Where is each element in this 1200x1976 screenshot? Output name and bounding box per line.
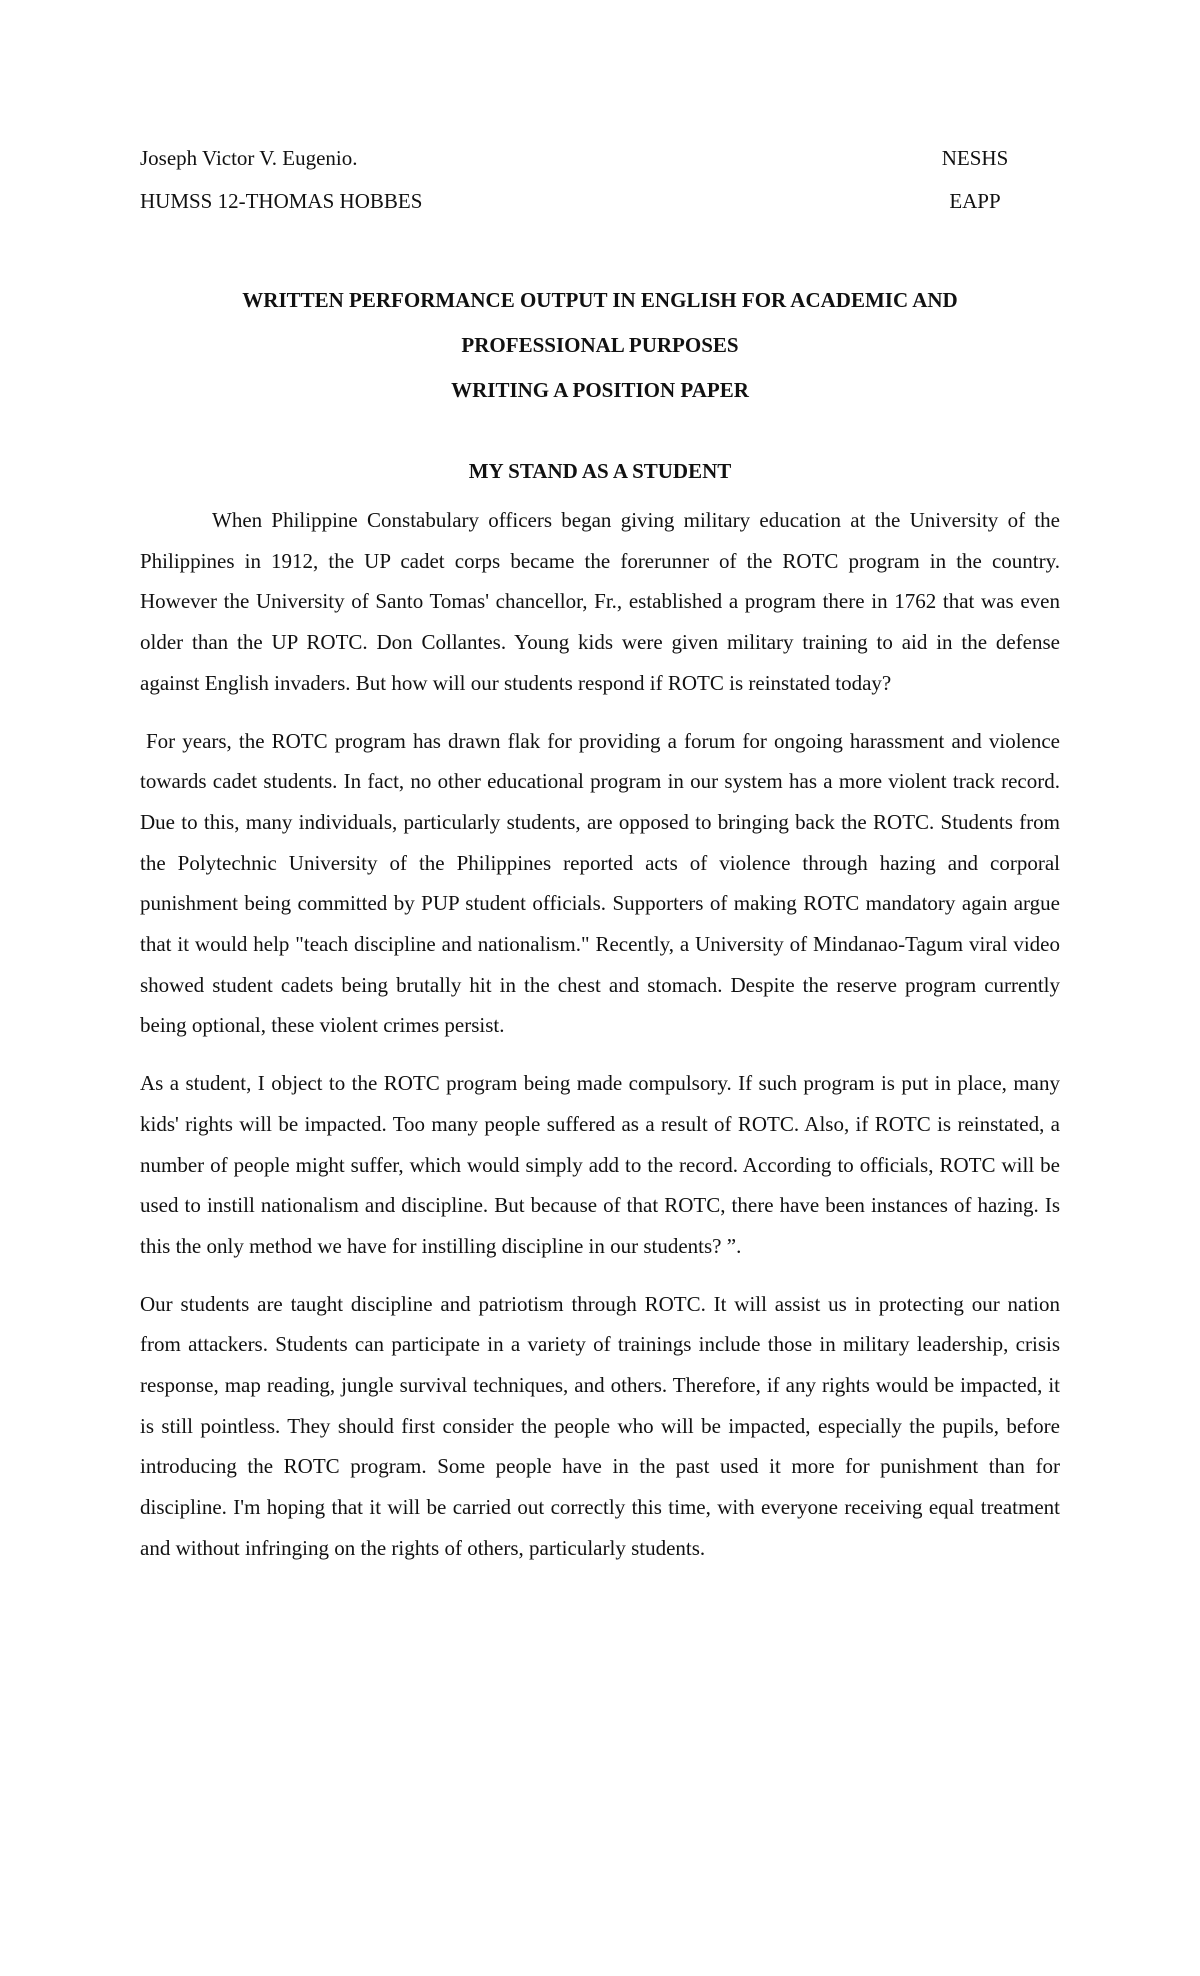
paragraph-1: When Philippine Constabulary officers began giving military education at the University of the Philippines in 1912, the UP cadet corps became the forerunner of the ROTC program in the country. However the University of Santo Tomas' chancellor, Fr., established a program there in 1762 that was even older than the UP ROTC. Don Collantes. Young kids were given military training to aid in the defense against English invaders. But how will our students respond if ROTC is reinstated today? [140,508,1060,695]
title-line-3: WRITING A POSITION PAPER [451,378,749,402]
title-line-1: WRITTEN PERFORMANCE OUTPUT IN ENGLISH FOR ACADEMIC AND [242,288,958,312]
paragraph-3: As a student, I object to the ROTC program being made compulsory. If such program is put in place, many kids' rights will be impacted. Too many people suffered as a result of ROTC. Also, if ROTC is reinstated, a number of people might suffer, which would simply add to the record. According to officials, ROTC will be used to instill nationalism and discipline. But because of that ROTC, there have been instances of hazing. Is this the only method we have for instilling discipline in our students? ”. [140,1071,1060,1258]
body-text [140,500,1060,1586]
school-name: NESHS [941,146,1009,170]
paragraph-4: Our students are taught discipline and patriotism through ROTC. It will assist us in protecting our nation from attackers. Students can participate in a variety of trainings include those in military leadership, crisis response, map reading, jungle survival techniques, and others. Therefore, if any rights would be impacted, it is still pointless. They should first consider the people who will be impacted, especially the pupils, before introducing the ROTC program. Some people have in the past used it more for punishment than for discipline. I'm hoping that it will be carried out correctly this time, with everyone receiving equal treatment and without infringing on the rights of others, particularly students. [140,1291,1060,1560]
class-section: HUMSS 12-THOMAS HOBBES [140,189,423,213]
header-row-section [140,188,1020,214]
section-heading: MY STAND AS A STUDENT [468,459,732,483]
document-title [140,278,1060,413]
header-row-author [140,145,1020,171]
subject-name: EAPP [949,189,1001,213]
author-name: Joseph Victor V. Eugenio. [140,146,358,170]
paragraph-2: For years, the ROTC program has drawn flak for providing a forum for ongoing harassment and violence towards cadet students. In fact, no other educational program in our system has a more violent track record. Due to this, many individuals, particularly students, are opposed to bringing back the ROTC. Students from the Polytechnic University of the Philippines reported acts of violence through hazing and corporal punishment being committed by PUP student officials. Supporters of making ROTC mandatory again argue that it would help "teach discipline and nationalism." Recently, a University of Mindanao-Tagum viral video showed student cadets being brutally hit in the chest and stomach. Despite the reserve program currently being optional, these violent crimes persist. [140,728,1060,1038]
title-line-2: PROFESSIONAL PURPOSES [461,333,739,357]
